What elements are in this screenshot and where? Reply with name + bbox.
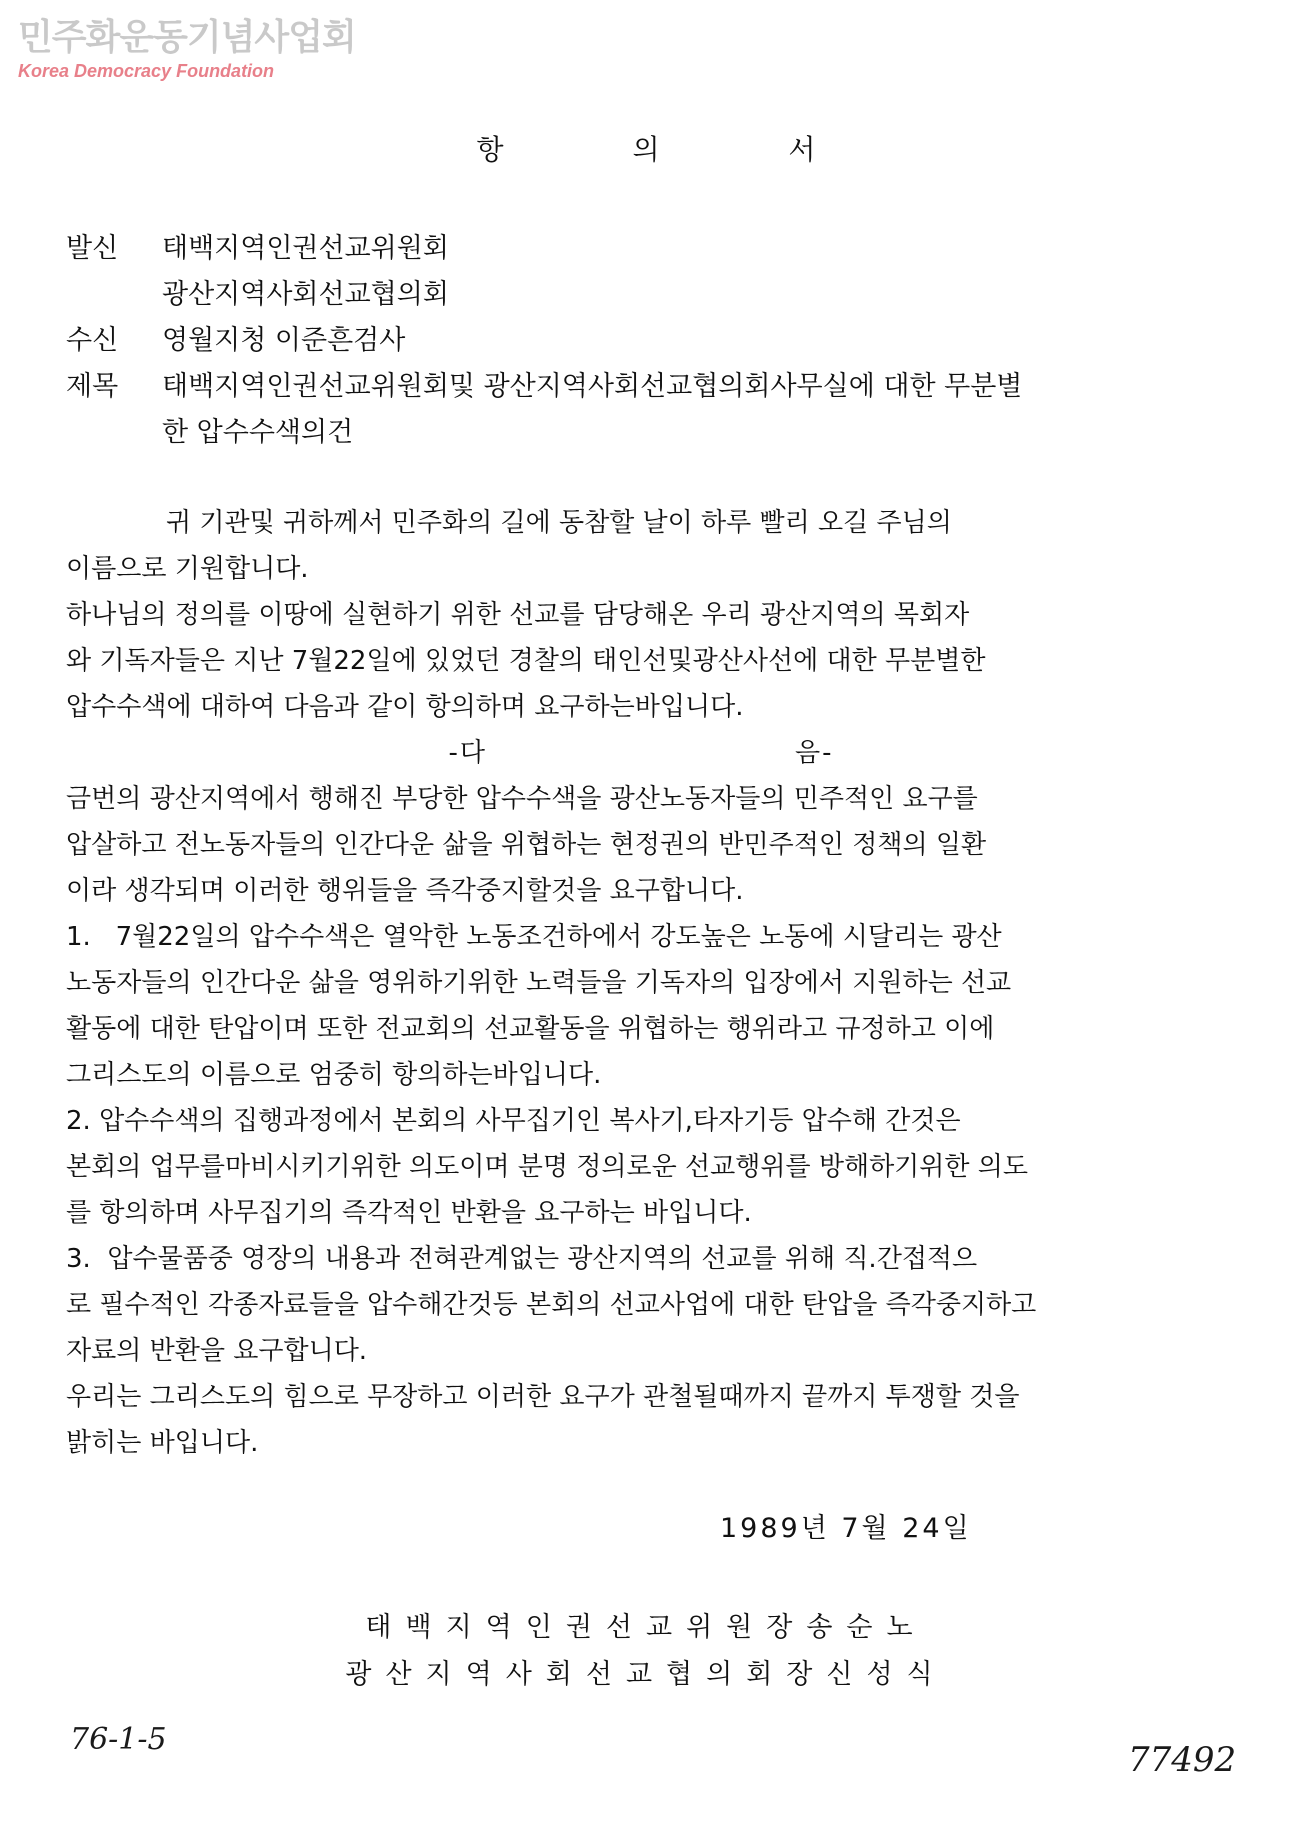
body-line: 1. 7월22일의 압수수색은 열악한 노동조건하에서 강도높은 노동에 시달리는 광산 [66,922,1002,952]
body-line: 3. 압수물품중 영장의 내용과 전혀관계없는 광산지역의 선교를 위해 직.간접적으 [66,1244,978,1274]
body-line: 하나님의 정의를 이땅에 실현하기 위한 선교를 담당해온 우리 광산지역의 목회자 [66,600,970,630]
body-line: 우리는 그리스도의 힘으로 무장하고 이러한 요구가 관철될때까지 끝까지 투쟁할 것을 [66,1382,1020,1412]
body-line: 를 항의하며 사무집기의 즉각적인 반환을 요구하는 바입니다. [66,1198,752,1228]
sender-name-2: 광산지역사회선교협의회 [162,278,449,310]
subject-row [66,360,1022,406]
body-line: 그리스도의 이름으로 엄중히 항의하는바입니다. [66,1060,602,1090]
document-title: 항 의 서 [476,133,876,166]
body-line: 이름으로 기원합니다. [66,554,309,584]
body-line: 이라 생각되며 이러한 행위들을 즉각중지할것을 요구합니다. [66,876,744,906]
body-line: 활동에 대한 탄압이며 또한 전교회의 선교활동을 위협하는 행위라고 규정하고 이에 [66,1014,995,1044]
body-line: 로 필수적인 각종자료들을 압수해간것등 본회의 선교사업에 대한 탄압을 즉각중지하고 [66,1290,1037,1320]
watermark-english: Korea Democracy Foundation [18,61,275,81]
handwritten-archive-number: 77492 [1128,1740,1237,1780]
handwritten-file-number: 76-1-5 [70,1722,167,1757]
body-line: 귀 기관및 귀하께서 민주화의 길에 동참할 날이 하루 빨리 오길 주님의 [166,508,952,538]
body-line: 자료의 반환을 요구합니다. [66,1336,368,1366]
subject-text-2: 한 압수수색의건 [162,416,354,448]
body-line: 압수수색에 대하여 다음과 같이 항의하며 요구하는바입니다. [66,692,744,722]
recipient-row [66,314,1022,360]
body-line: 금번의 광산지역에서 행해진 부당한 압수수색을 광산노동자들의 민주적인 요구를 [66,784,978,814]
subject-row-2 [66,406,1022,452]
watermark [18,18,356,82]
body-line: 밝히는 바입니다. [66,1428,259,1458]
body-line: 2. 압수수색의 집행과정에서 본회의 사무집기인 복사기,타자기등 압수해 간것은 [66,1106,961,1136]
sender-row [66,222,1022,268]
letter-body [66,500,1216,1466]
body-line: 노동자들의 인간다운 삶을 영위하기위한 노력들을 기독자의 입장에서 지원하는 선교 [66,968,1012,998]
sender-row-2 [66,268,1022,314]
sender-label: 발신 [66,232,119,264]
recipient-label: 수신 [66,324,119,356]
letter-date: 1989년 7월 24일 [720,1513,972,1544]
recipient-name: 영월지청 이준흔검사 [162,324,406,356]
letter-header [66,222,1022,452]
signature-line-1: 태백지역인권선교위원장송순노 [365,1612,927,1643]
body-line: 와 기독자들은 지난 7월22일에 있었던 경찰의 태인선및광산사선에 대한 무분별한 [66,646,986,676]
body-line: 본회의 업무를마비시키기위한 의도이며 분명 정의로운 선교행위를 방해하기위한 의도 [66,1152,1029,1182]
signature-line-2: 광산지역사회선교협의회장신성식 [345,1659,947,1690]
sender-name-1: 태백지역인권선교위원회 [162,232,449,264]
subject-label: 제목 [66,370,119,402]
body-line: 압살하고 전노동자들의 인간다운 삶을 위협하는 현정권의 반민주적인 정책의 일환 [66,830,987,860]
subject-text-1: 태백지역인권선교위원회및 광산지역사회선교협의회사무실에 대한 무분별 [162,370,1023,402]
watermark-korean: 민주화운동기념사업회 [18,17,356,58]
section-heading: -다 음- [448,738,834,768]
